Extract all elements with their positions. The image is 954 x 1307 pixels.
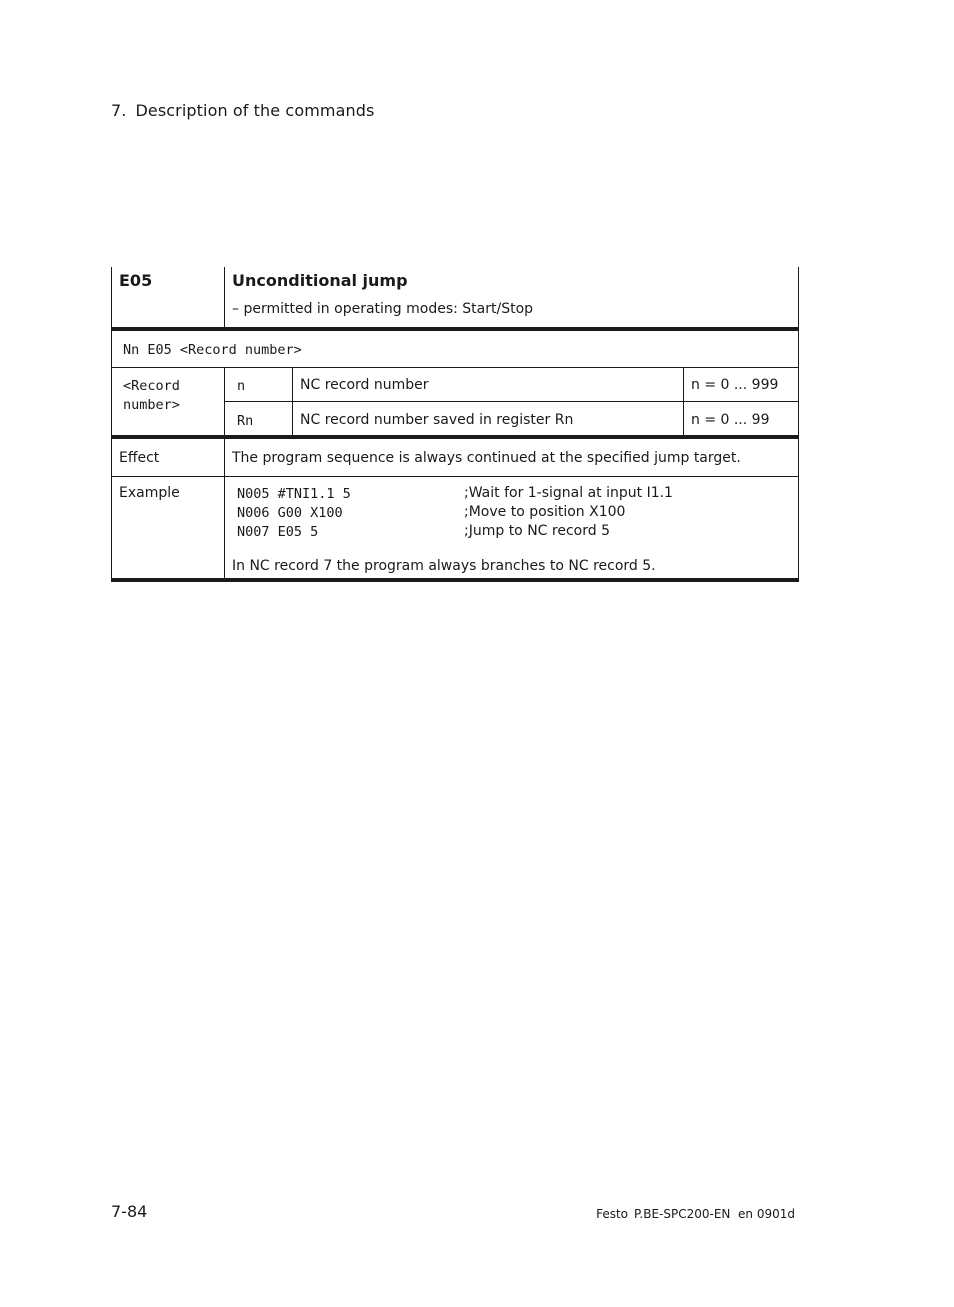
section-title: Description of the commands	[135, 101, 375, 120]
command-title-row	[111, 267, 799, 327]
brand-name: Festo	[596, 1207, 629, 1221]
example-code-line: N005 #TNI1.1 5	[237, 486, 351, 502]
syntax-row	[111, 331, 799, 367]
document-reference	[596, 1207, 795, 1221]
example-row	[111, 477, 799, 578]
param-description: NC record number	[300, 377, 429, 393]
param-symbol: n	[237, 378, 246, 394]
example-label: Example	[119, 485, 180, 501]
command-modes: – permitted in operating modes: Start/Stop	[232, 301, 534, 317]
example-code-line: N006 G00 X100	[237, 505, 343, 521]
example-comment: ;Wait for 1-signal at input I1.1	[464, 485, 673, 501]
document-language: en 0901d	[738, 1207, 795, 1221]
section-header	[111, 101, 374, 120]
param-range: n = 0 ... 999	[691, 377, 779, 393]
param-description: NC record number saved in register Rn	[300, 412, 574, 428]
example-comment: ;Move to position X100	[464, 504, 626, 520]
effect-label: Effect	[119, 450, 160, 466]
parameter-name: <Record number>	[123, 378, 180, 413]
effect-row	[111, 439, 799, 476]
param-range: n = 0 ... 99	[691, 412, 770, 428]
example-comment: ;Jump to NC record 5	[464, 523, 610, 539]
document-id: P.BE-SPC200-EN	[634, 1207, 731, 1221]
param-symbol: Rn	[237, 413, 254, 429]
page-number: 7-84	[111, 1202, 148, 1221]
command-code: E05	[119, 271, 153, 290]
section-number: 7.	[111, 101, 127, 120]
command-title: Unconditional jump	[232, 271, 408, 290]
effect-text: The program sequence is always continued at the specified jump target.	[232, 450, 741, 466]
syntax-text: Nn E05 <Record number>	[123, 342, 302, 358]
parameters-block	[111, 368, 799, 435]
example-note: In NC record 7 the program always branches to NC record 5.	[232, 558, 656, 574]
command-table	[111, 267, 799, 582]
example-code-line: N007 E05 5	[237, 524, 319, 540]
